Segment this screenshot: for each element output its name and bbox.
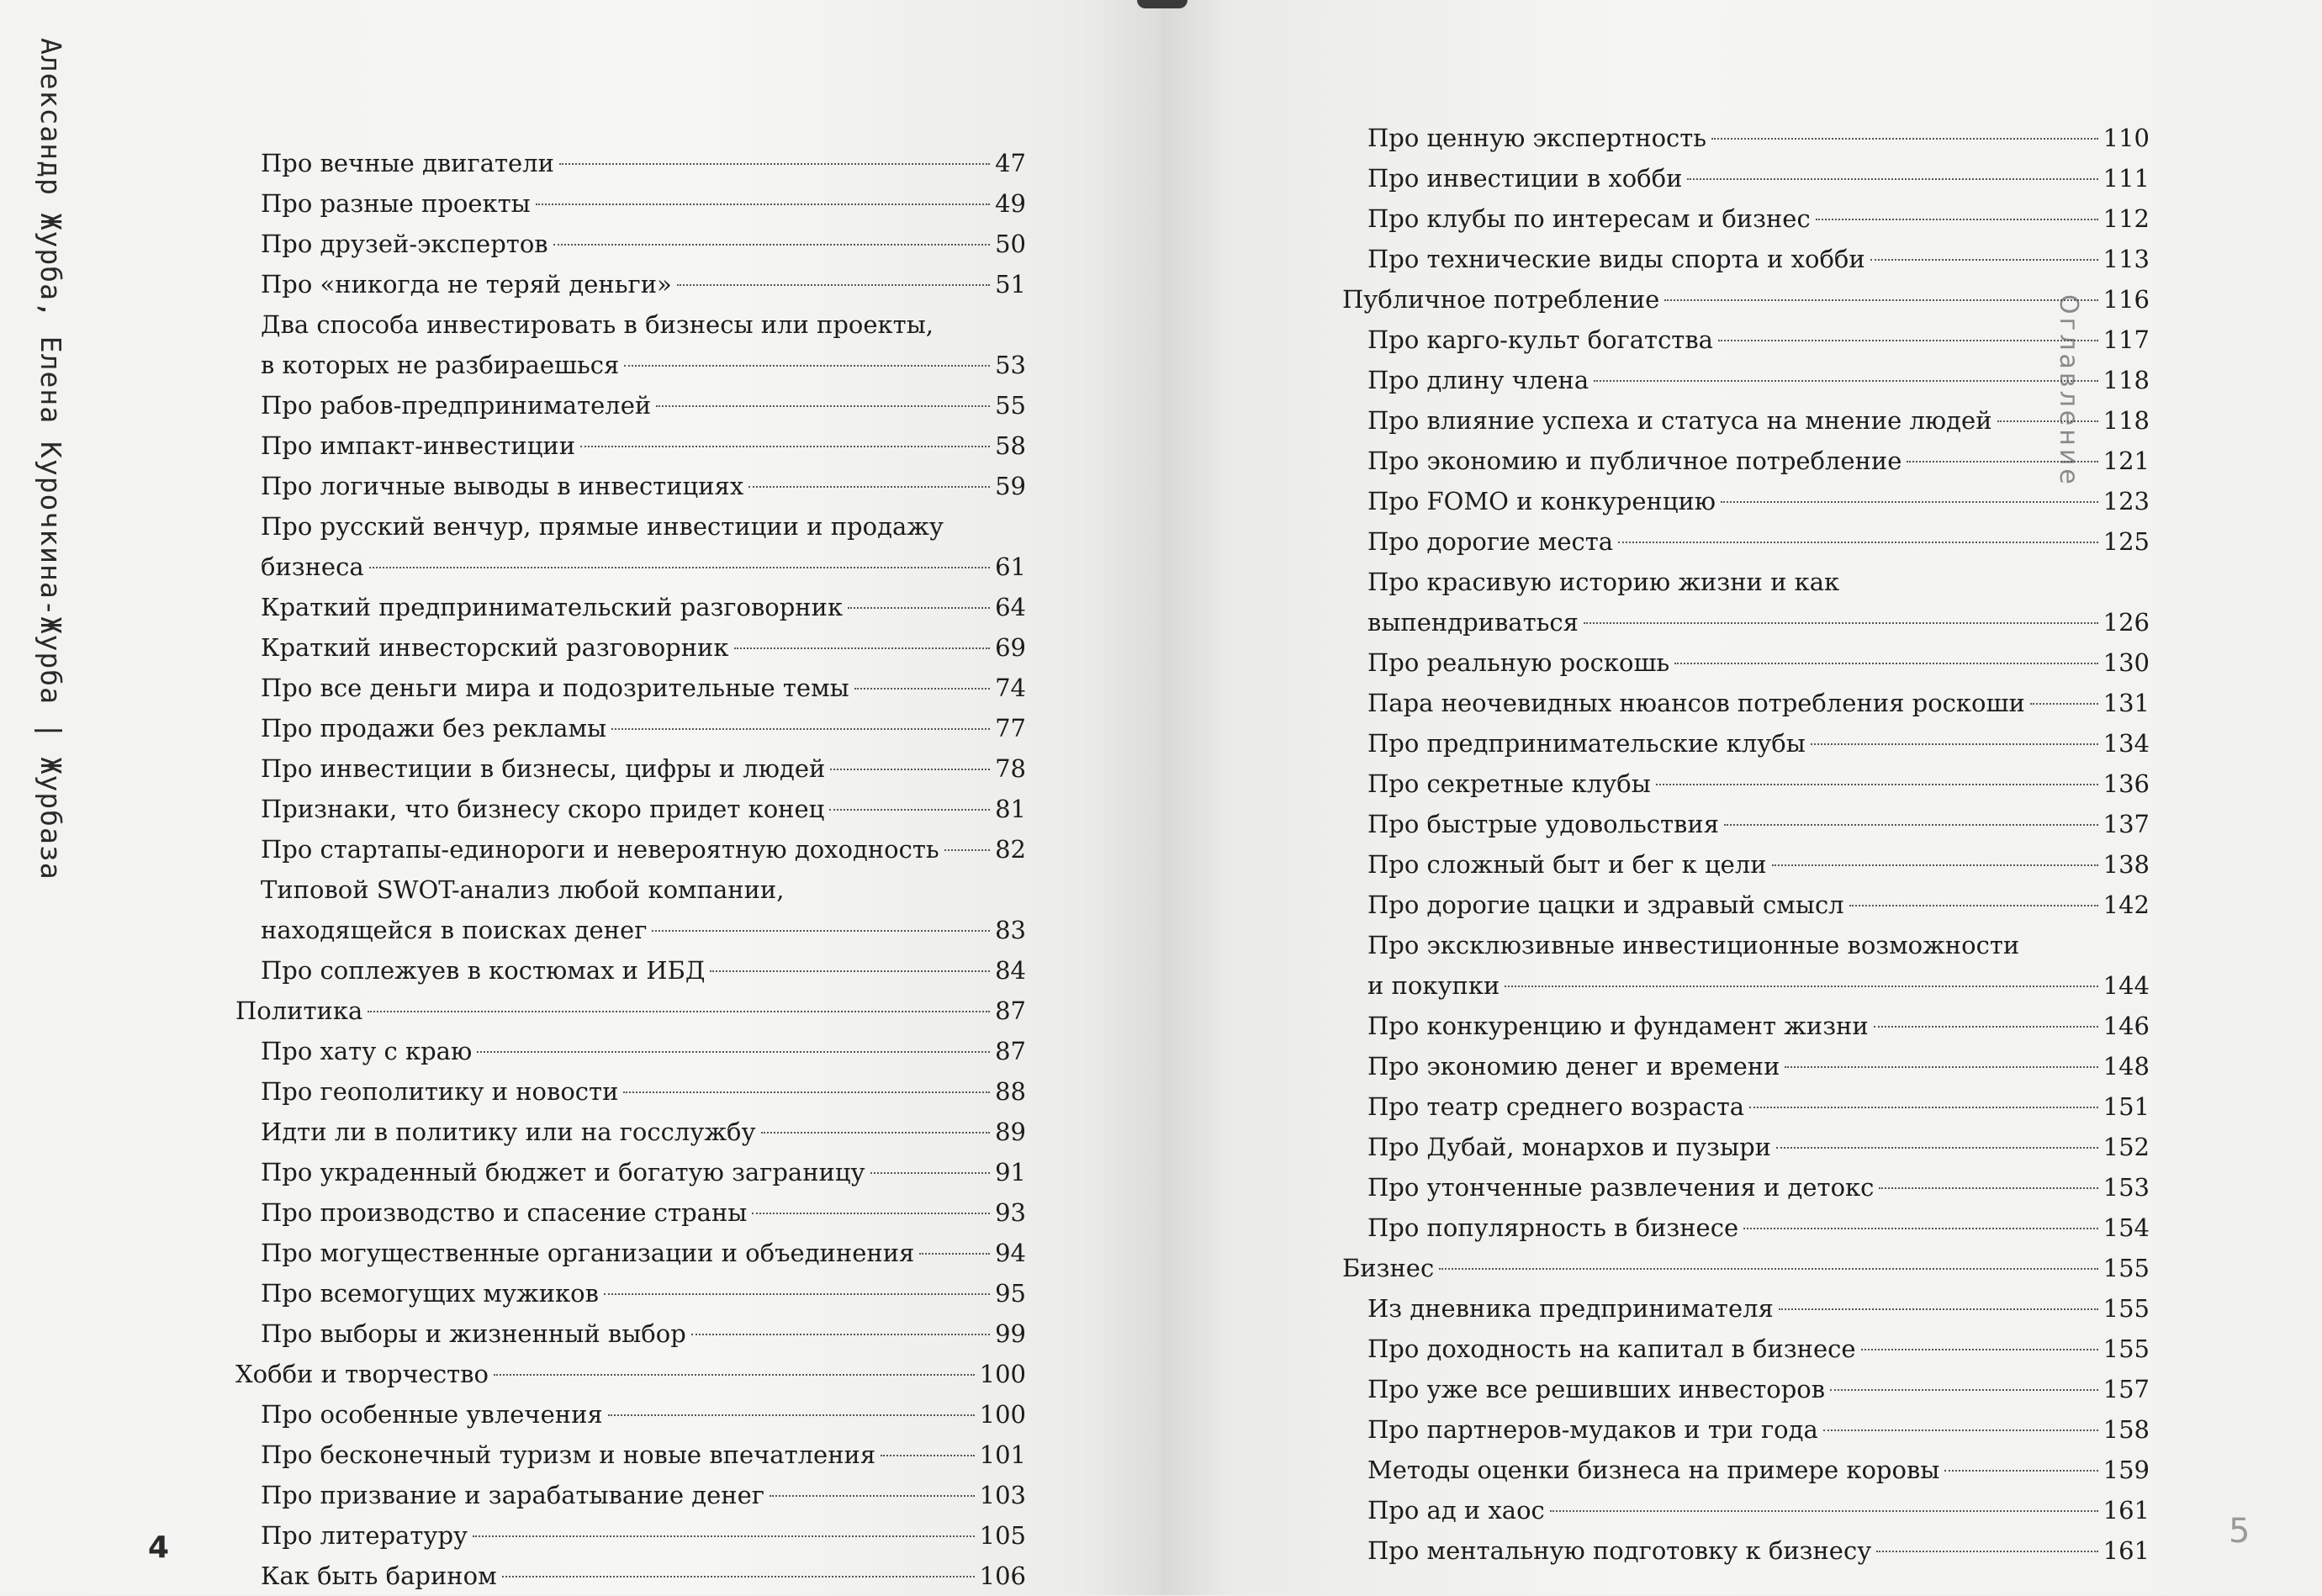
dot-leader [710, 970, 990, 972]
toc-entry[interactable] [235, 748, 1026, 789]
toc-entry-title: Про партнеров-мудаков и три года [1367, 1415, 1818, 1444]
dot-leader [1861, 1349, 2098, 1350]
dot-leader [656, 405, 990, 407]
toc-entry[interactable] [1342, 1127, 2150, 1167]
toc-page-number: 153 [2102, 1173, 2150, 1202]
toc-page-number: 89 [995, 1118, 1026, 1146]
toc-page-number: 155 [2102, 1334, 2150, 1363]
toc-entry-title: Про геополитику и новости [261, 1077, 619, 1106]
toc-entry-title: Про соплежуев в костюмах и ИБД [261, 956, 706, 985]
toc-entry-title: Про хату с краю [261, 1037, 473, 1065]
dot-leader [691, 1334, 990, 1335]
dot-leader [748, 486, 990, 488]
toc-entry-title: Про экономию и публичное потребление [1367, 447, 1902, 475]
toc-entry[interactable] [235, 1031, 1026, 1071]
toc-entry-title: Про длину члена [1367, 366, 1589, 394]
toc-entry-title: Про карго-культ богатства [1367, 325, 1713, 354]
toc-page-number: 131 [2102, 689, 2150, 717]
toc-page-number: 155 [2102, 1254, 2150, 1282]
toc-page-number: 100 [979, 1400, 1026, 1429]
toc-entry[interactable] [235, 1071, 1026, 1112]
toc-entry[interactable] [1342, 764, 2150, 804]
running-head-section: Оглавление [2054, 294, 2083, 488]
toc-entry[interactable] [235, 668, 1026, 708]
dot-leader [829, 809, 990, 811]
toc-page-number: 87 [995, 1037, 1026, 1065]
toc-entry-title: Про особенные увлечения [261, 1400, 603, 1429]
dot-leader [752, 1213, 990, 1214]
dot-leader [536, 203, 990, 205]
toc-entry-title-line1: Два способа инвестировать в бизнесы или проекты, [261, 310, 934, 339]
toc-page-number: 157 [2102, 1375, 2150, 1403]
toc-entry[interactable] [235, 1152, 1026, 1192]
toc-entry[interactable] [1342, 1530, 2150, 1571]
toc-entry-title: Публичное потребление [1342, 285, 1660, 314]
toc-entry-title: Про предпринимательские клубы [1367, 729, 1806, 758]
toc-page-number: 130 [2102, 648, 2150, 677]
toc-entry[interactable] [235, 1192, 1026, 1233]
toc-entry-title: Про дорогие места [1367, 527, 1614, 556]
toc-entry[interactable] [235, 183, 1026, 224]
toc-entry[interactable] [235, 587, 1026, 627]
toc-page-number: 100 [979, 1360, 1026, 1388]
dot-leader [1907, 461, 2097, 462]
running-head-authors: Александр Журба, Елена Курочкина-Журба | Журбаза [34, 38, 67, 880]
dot-leader [1618, 542, 2098, 543]
toc-entry-title: Про популярность в бизнесе [1367, 1213, 1739, 1242]
toc-entry[interactable] [235, 789, 1026, 829]
dot-leader [473, 1535, 975, 1537]
toc-page-number: 77 [995, 714, 1026, 743]
dot-leader [1874, 1026, 2098, 1028]
toc-entry-title: Политика [235, 996, 363, 1025]
toc-page-number: 126 [2102, 608, 2150, 637]
toc-entry-title: Про быстрые удовольствия [1367, 810, 1719, 838]
dot-leader [1997, 420, 2098, 422]
toc-entry-title-line1: Про русский венчур, прямые инвестиции и продажу [261, 512, 944, 541]
dot-leader [1876, 1551, 2097, 1552]
toc-entry[interactable] [235, 224, 1026, 264]
dot-leader [1811, 743, 2098, 745]
dot-leader [652, 930, 990, 932]
toc-entry[interactable] [235, 1556, 1026, 1596]
toc-page-number: 118 [2102, 406, 2150, 435]
toc-entry[interactable] [235, 950, 1026, 991]
dot-leader [1785, 1066, 2097, 1068]
toc-page-number: 50 [995, 230, 1026, 258]
toc-entry-title: Методы оценки бизнеса на примере коровы [1367, 1456, 1940, 1484]
toc-page-number: 110 [2102, 124, 2150, 152]
toc-page-number: 53 [995, 351, 1026, 379]
toc-entry-title: Про выборы и жизненный выбор [261, 1319, 686, 1348]
dot-leader [623, 1091, 990, 1093]
toc-entry-title: Пара неочевидных нюансов потребления роскоши [1367, 689, 2025, 717]
toc-entry-title: Про могущественные организации и объединения [261, 1239, 915, 1267]
toc-entry-title: Про сложный быт и бег к цели [1367, 850, 1767, 879]
toc-entry[interactable] [235, 1313, 1026, 1354]
toc-entry[interactable] [1342, 1450, 2150, 1490]
toc-page-number: 117 [2102, 325, 2150, 354]
toc-entry-title-line2: в которых не разбираешься [261, 351, 620, 379]
dot-leader [848, 607, 990, 609]
toc-entry[interactable] [235, 708, 1026, 748]
toc-entry[interactable] [1342, 198, 2150, 239]
toc-page-number: 105 [979, 1521, 1026, 1550]
toc-entry[interactable] [1342, 158, 2150, 198]
toc-page-number: 159 [2102, 1456, 2150, 1484]
toc-entry-line2 [1367, 965, 2150, 1006]
dot-leader [854, 688, 990, 690]
toc-entry[interactable] [1342, 360, 2150, 400]
dot-leader [1687, 178, 2097, 180]
toc-entry[interactable] [235, 425, 1026, 466]
toc-page-number: 88 [995, 1077, 1026, 1106]
dot-leader [1439, 1268, 2097, 1270]
toc-entry-title: Про секретные клубы [1367, 769, 1651, 798]
toc-entry-title: Про импакт-инвестиции [261, 431, 576, 460]
toc-entry[interactable] [1342, 1490, 2150, 1530]
toc-entry-title: Про технические виды спорта и хобби [1367, 245, 1865, 273]
toc-section-heading[interactable] [1342, 1248, 2150, 1288]
dot-leader [624, 365, 990, 367]
toc-page-number: 99 [995, 1319, 1026, 1348]
toc-page-number: 161 [2102, 1536, 2150, 1565]
dot-leader [1749, 1107, 2098, 1108]
toc-page-number: 106 [979, 1562, 1026, 1590]
toc-page-number: 47 [995, 149, 1026, 177]
dot-leader [1830, 1389, 2098, 1391]
dot-leader [553, 244, 990, 246]
toc-page-number: 154 [2102, 1213, 2150, 1242]
dot-leader [1772, 864, 2098, 866]
toc-entry-title: Про ментальную подготовку к бизнесу [1367, 1536, 1872, 1565]
dot-leader [1718, 340, 2098, 341]
dot-leader [1779, 1308, 2098, 1310]
toc-entry[interactable] [1342, 118, 2150, 158]
toc-page-number: 95 [995, 1279, 1026, 1308]
dot-leader [608, 1414, 975, 1416]
toc-entry-title: Про призвание и зарабатывание денег [261, 1481, 764, 1509]
toc-entry-title: Про утонченные развлечения и детокс [1367, 1173, 1875, 1202]
toc-entry-title-line2: бизнеса [261, 552, 364, 581]
toc-entry[interactable] [1342, 804, 2150, 844]
dot-leader [1870, 259, 2098, 261]
toc-page-number: 78 [995, 754, 1026, 783]
dot-leader [734, 647, 991, 649]
toc-page-number: 87 [995, 996, 1026, 1025]
page-number-left: 4 [148, 1530, 170, 1565]
toc-page-number: 125 [2102, 527, 2150, 556]
toc-page-number: 152 [2102, 1133, 2150, 1161]
dot-leader [559, 163, 990, 165]
toc-entry[interactable] [1342, 1208, 2150, 1248]
toc-page-number: 103 [979, 1481, 1026, 1509]
toc-section-heading[interactable] [235, 991, 1026, 1031]
toc-entry[interactable] [1342, 400, 2150, 441]
dot-leader [1823, 1430, 2098, 1431]
dot-leader [604, 1293, 990, 1295]
toc-entry[interactable] [235, 304, 1026, 385]
toc-entry[interactable] [1342, 521, 2150, 562]
toc-page-number: 137 [2102, 810, 2150, 838]
toc-entry[interactable] [1342, 844, 2150, 885]
toc-entry[interactable] [1342, 723, 2150, 764]
toc-entry-title: Про рабов-предпринимателей [261, 391, 652, 420]
toc-page-number: 93 [995, 1198, 1026, 1227]
toc-page-number: 161 [2102, 1496, 2150, 1525]
toc-entry[interactable] [1342, 1167, 2150, 1208]
toc-page-number: 58 [995, 431, 1026, 460]
toc-page-number: 148 [2102, 1052, 2150, 1081]
dot-leader [611, 728, 990, 730]
toc-entry-line2 [261, 910, 1026, 950]
toc-entry[interactable] [235, 1435, 1026, 1475]
dot-leader [502, 1576, 975, 1578]
dot-leader [770, 1495, 975, 1497]
dot-leader [477, 1051, 990, 1053]
toc-page-number: 69 [995, 633, 1026, 662]
toc-page-number: 49 [995, 189, 1026, 218]
toc-page-number: 113 [2102, 245, 2150, 273]
toc-entry[interactable] [235, 143, 1026, 183]
toc-entry-title: Идти ли в политику или на госслужбу [261, 1118, 756, 1146]
toc-page-number: 91 [995, 1158, 1026, 1186]
toc-entry-title: Про разные проекты [261, 189, 531, 218]
toc-entry[interactable] [235, 829, 1026, 869]
toc-entry[interactable] [235, 1394, 1026, 1435]
toc-entry[interactable] [235, 1475, 1026, 1515]
toc-entry-title: Про клубы по интересам и бизнес [1367, 204, 1811, 233]
toc-entry-title: Про доходность на капитал в бизнесе [1367, 1334, 1856, 1363]
toc-left-column [235, 143, 1026, 1596]
toc-entry-title: Из дневника предпринимателя [1367, 1294, 1774, 1323]
toc-entry-title: Про ценную экспертность [1367, 124, 1707, 152]
toc-entry[interactable] [1342, 683, 2150, 723]
dot-leader [368, 1011, 990, 1012]
toc-page-number: 74 [995, 674, 1026, 702]
toc-entry-title-line1: Про эксклюзивные инвестиционные возможности [1367, 931, 2020, 959]
toc-entry[interactable] [235, 1515, 1026, 1556]
toc-entry-title-line1: Типовой SWOT-анализ любой компании, [261, 875, 785, 904]
toc-entry-title: Хобби и творчество [235, 1360, 489, 1388]
toc-page-number: 155 [2102, 1294, 2150, 1323]
toc-page-number: 84 [995, 956, 1026, 985]
toc-entry-line2 [261, 345, 1026, 385]
toc-entry-title-line2: и покупки [1367, 971, 1500, 1000]
toc-entry[interactable] [235, 385, 1026, 425]
dot-leader [881, 1455, 974, 1456]
toc-page-number: 158 [2102, 1415, 2150, 1444]
toc-entry-title-line2: выпендриваться [1367, 608, 1579, 637]
toc-entry-title: Про театр среднего возраста [1367, 1092, 1745, 1121]
dot-leader [870, 1172, 991, 1174]
toc-entry-title: Как быть барином [261, 1562, 497, 1590]
toc-entry[interactable] [235, 506, 1026, 587]
toc-right-column [1342, 118, 2150, 1571]
toc-page-number: 142 [2102, 890, 2150, 919]
toc-entry[interactable] [235, 627, 1026, 668]
dot-leader [1743, 1228, 2098, 1229]
bookmark-ribbon [1137, 0, 1187, 8]
dot-leader [761, 1132, 991, 1134]
toc-page-number: 112 [2102, 204, 2150, 233]
toc-page-number: 144 [2102, 971, 2150, 1000]
toc-page-number: 116 [2102, 285, 2150, 314]
toc-entry[interactable] [235, 466, 1026, 506]
toc-entry-title: Бизнес [1342, 1254, 1435, 1282]
toc-entry[interactable] [235, 1233, 1026, 1273]
toc-page-number: 121 [2102, 447, 2150, 475]
dot-leader [919, 1253, 990, 1255]
dot-leader [1674, 663, 2097, 664]
toc-entry-title: Про «никогда не теряй деньги» [261, 270, 672, 299]
toc-entry[interactable] [1342, 481, 2150, 521]
toc-entry[interactable] [1342, 239, 2150, 279]
toc-entry-title: Признаки, что бизнесу скоро придет конец [261, 795, 825, 823]
dot-leader [1849, 905, 2098, 906]
toc-entry-title: Про стартапы-единороги и невероятную доходность [261, 835, 939, 864]
toc-entry-title: Про конкуренцию и фундамент жизни [1367, 1012, 1869, 1040]
toc-entry[interactable] [1342, 1329, 2150, 1369]
toc-entry-title: Про бесконечный туризм и новые впечатления [261, 1440, 876, 1469]
toc-page-number: 151 [2102, 1092, 2150, 1121]
toc-entry-title: Про влияние успеха и статуса на мнение людей [1367, 406, 1992, 435]
toc-entry[interactable] [1342, 320, 2150, 360]
toc-page-number: 136 [2102, 769, 2150, 798]
toc-page-number: 64 [995, 593, 1026, 621]
toc-entry[interactable] [235, 1112, 1026, 1152]
toc-entry-title: Про продажи без рекламы [261, 714, 607, 743]
toc-page-number: 146 [2102, 1012, 2150, 1040]
toc-entry[interactable] [235, 264, 1026, 304]
toc-entry-title: Про друзей-экспертов [261, 230, 548, 258]
dot-leader [1711, 138, 2098, 140]
toc-page-number: 83 [995, 916, 1026, 944]
toc-entry-title: Про вечные двигатели [261, 149, 554, 177]
toc-page-number: 101 [979, 1440, 1026, 1469]
toc-page-number: 55 [995, 391, 1026, 420]
dot-leader [1724, 824, 2098, 826]
toc-entry-line2 [1367, 602, 2150, 642]
dot-leader [677, 284, 990, 286]
dot-leader [1721, 501, 2098, 503]
toc-page-number: 123 [2102, 487, 2150, 515]
toc-entry-title: Про FOMO и конкуренцию [1367, 487, 1716, 515]
toc-page-number: 134 [2102, 729, 2150, 758]
toc-entry-title: Краткий инвесторский разговорник [261, 633, 729, 662]
toc-page-number: 94 [995, 1239, 1026, 1267]
toc-entry-title: Про ад и хаос [1367, 1496, 1545, 1525]
toc-entry[interactable] [235, 869, 1026, 950]
dot-leader [1664, 299, 2097, 301]
toc-entry[interactable] [1342, 1086, 2150, 1127]
toc-entry[interactable] [1342, 1369, 2150, 1409]
dot-leader [1505, 986, 2097, 987]
toc-entry-title: Про Дубай, монархов и пузыри [1367, 1133, 1771, 1161]
toc-page-number: 111 [2102, 164, 2150, 193]
toc-page-number: 138 [2102, 850, 2150, 879]
dot-leader [1550, 1510, 2098, 1512]
toc-entry[interactable] [1342, 1288, 2150, 1329]
toc-entry[interactable] [1342, 1006, 2150, 1046]
dot-leader [1776, 1147, 2098, 1149]
dot-leader [1816, 219, 2098, 220]
toc-entry-title: Про инвестиции в бизнесы, цифры и людей [261, 754, 826, 783]
toc-page-number: 59 [995, 472, 1026, 500]
dot-leader [1656, 784, 2098, 785]
toc-entry[interactable] [1342, 885, 2150, 925]
page-number-right: 5 [2229, 1512, 2251, 1551]
dot-leader [1584, 622, 2098, 624]
toc-entry-title: Про логичные выводы в инвестициях [261, 472, 744, 500]
toc-page-number: 61 [995, 552, 1026, 581]
toc-entry-title-line1: Про красивую историю жизни и как [1367, 568, 1840, 596]
dot-leader [369, 567, 990, 568]
dot-leader [1594, 380, 2098, 382]
toc-entry-title: Про инвестиции в хобби [1367, 164, 1683, 193]
toc-entry[interactable] [1342, 1046, 2150, 1086]
toc-entry-title: Про уже все решивших инвесторов [1367, 1375, 1826, 1403]
toc-entry-title: Про украденный бюджет и богатую заграницу [261, 1158, 865, 1186]
toc-entry-title: Про всемогущих мужиков [261, 1279, 599, 1308]
toc-entry-title: Краткий предпринимательский разговорник [261, 593, 844, 621]
toc-entry[interactable] [1342, 642, 2150, 683]
toc-entry[interactable] [1342, 562, 2150, 642]
toc-page-number: 51 [995, 270, 1026, 299]
toc-section-heading[interactable] [1342, 279, 2150, 320]
toc-page-number: 82 [995, 835, 1026, 864]
toc-entry-title: Про экономию денег и времени [1367, 1052, 1780, 1081]
toc-entry-title: Про все деньги мира и подозрительные темы [261, 674, 849, 702]
toc-entry-title-line2: находящейся в поисках денег [261, 916, 648, 944]
toc-entry-title: Про производство и спасение страны [261, 1198, 748, 1227]
toc-entry[interactable] [1342, 441, 2150, 481]
dot-leader [2030, 703, 2098, 705]
toc-page-number: 118 [2102, 366, 2150, 394]
dot-leader [494, 1374, 975, 1376]
toc-entry-title: Про дорогие цацки и здравый смысл [1367, 890, 1844, 919]
toc-entry-title: Про реальную роскошь [1367, 648, 1670, 677]
toc-entry-title: Про литературу [261, 1521, 468, 1550]
dot-leader [830, 769, 990, 770]
toc-entry[interactable] [1342, 1409, 2150, 1450]
toc-entry-line2 [261, 547, 1026, 587]
toc-section-heading[interactable] [235, 1354, 1026, 1394]
dot-leader [1944, 1470, 2097, 1472]
toc-page-number: 81 [995, 795, 1026, 823]
toc-entry[interactable] [1342, 925, 2150, 1006]
dot-leader [1879, 1187, 2097, 1189]
toc-entry[interactable] [235, 1273, 1026, 1313]
dot-leader [580, 446, 990, 447]
dot-leader [944, 849, 990, 851]
